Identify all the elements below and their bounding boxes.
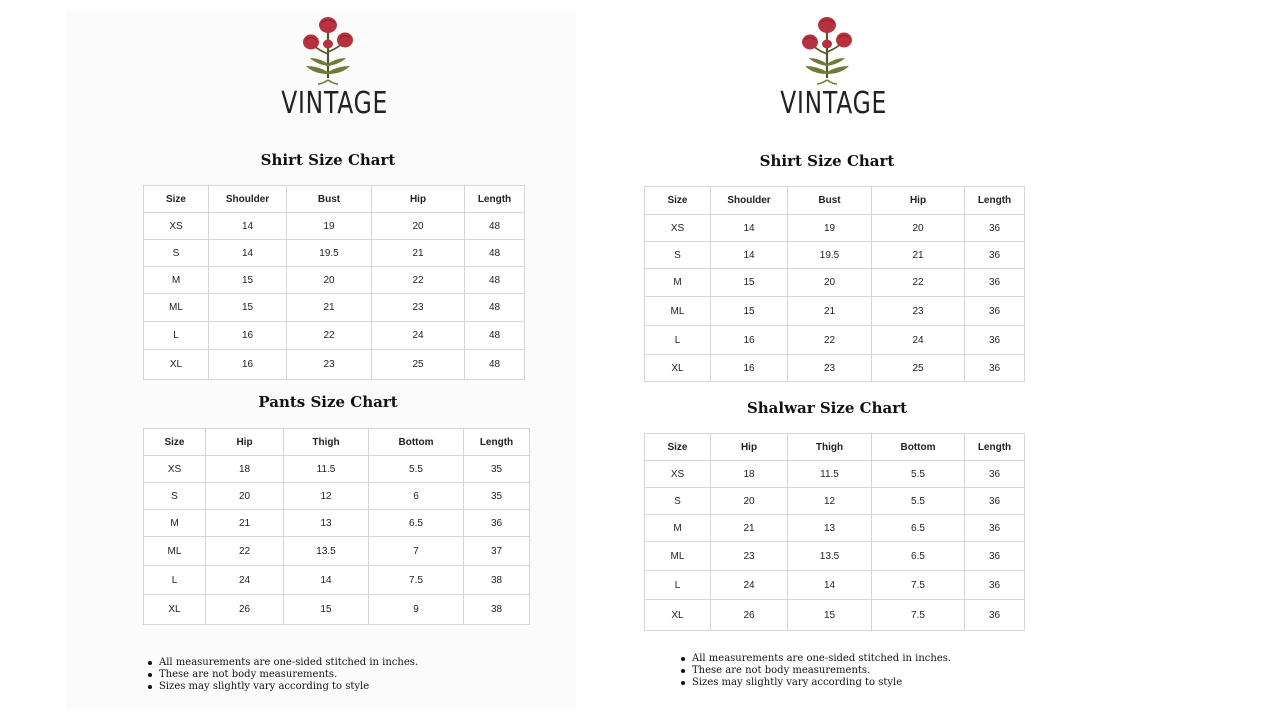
- note-item: All measurements are one-sided stitched in inches.: [146, 657, 418, 669]
- table-cell: 48: [465, 213, 525, 240]
- shalwar-chart-title: Shalwar Size Chart: [746, 399, 908, 417]
- table-row: [144, 213, 525, 240]
- table-cell: 48: [465, 350, 525, 380]
- table-cell: 36: [965, 461, 1025, 488]
- table-cell: 6: [369, 483, 464, 510]
- table-cell: 22: [372, 267, 465, 294]
- column-header: Size: [645, 434, 711, 461]
- table-cell: 19.5: [788, 242, 872, 269]
- table-row: [645, 215, 1025, 242]
- table-cell: 21: [788, 297, 872, 326]
- column-header: Length: [465, 186, 525, 213]
- table-cell: 26: [206, 595, 284, 625]
- table-row: [645, 571, 1025, 600]
- table-cell: 21: [872, 242, 965, 269]
- table-cell: XS: [144, 213, 209, 240]
- table-cell: 12: [788, 488, 872, 515]
- table-cell: M: [144, 267, 209, 294]
- table-cell: 23: [788, 355, 872, 382]
- table-cell: 16: [209, 350, 287, 380]
- table-cell: 15: [711, 297, 788, 326]
- table-cell: ML: [645, 542, 711, 571]
- table-cell: XS: [144, 456, 206, 483]
- table-cell: 15: [711, 269, 788, 297]
- table-cell: 20: [788, 269, 872, 297]
- table-cell: 12: [284, 483, 369, 510]
- column-header: Shoulder: [711, 187, 788, 215]
- table-cell: 36: [464, 510, 530, 537]
- table-cell: 22: [872, 269, 965, 297]
- table-row: [144, 595, 530, 625]
- table-cell: 38: [464, 595, 530, 625]
- table-cell: 14: [209, 240, 287, 267]
- column-header: Bottom: [369, 429, 464, 456]
- table-cell: 6.5: [872, 542, 965, 571]
- table-cell: ML: [645, 297, 711, 326]
- table-cell: 16: [209, 322, 287, 350]
- table-cell: 20: [372, 213, 465, 240]
- table-row: [645, 297, 1025, 326]
- table-cell: XS: [645, 215, 711, 242]
- shalwar-size-table: [644, 433, 1025, 631]
- column-header: Hip: [872, 187, 965, 215]
- table-cell: 7.5: [369, 566, 464, 595]
- table-cell: 13: [788, 515, 872, 542]
- table-cell: 15: [209, 294, 287, 322]
- table-row: [144, 566, 530, 595]
- table-cell: 5.5: [872, 488, 965, 515]
- table-cell: 15: [209, 267, 287, 294]
- table-cell: 24: [872, 326, 965, 355]
- flower-icon: [795, 14, 859, 86]
- table-cell: 23: [287, 350, 372, 380]
- table-row: [144, 537, 530, 566]
- table-cell: 11.5: [788, 461, 872, 488]
- pants-size-table: [143, 428, 530, 625]
- table-row: [645, 242, 1025, 269]
- measurement-notes: [146, 657, 418, 693]
- table-cell: 36: [965, 269, 1025, 297]
- table-cell: L: [144, 566, 206, 595]
- table-row: [144, 510, 530, 537]
- table-cell: 36: [965, 242, 1025, 269]
- table-row: [645, 326, 1025, 355]
- table-cell: L: [645, 571, 711, 600]
- table-cell: S: [144, 483, 206, 510]
- table-cell: 11.5: [284, 456, 369, 483]
- table-cell: XL: [645, 355, 711, 382]
- pants-chart-title: Pants Size Chart: [258, 393, 398, 411]
- table-row: [645, 542, 1025, 571]
- table-cell: 36: [965, 326, 1025, 355]
- column-header: Size: [144, 186, 209, 213]
- table-cell: 24: [711, 571, 788, 600]
- table-cell: 18: [206, 456, 284, 483]
- note-item: Sizes may slightly vary according to style: [679, 677, 951, 689]
- table-header-row: [144, 429, 530, 456]
- table-cell: S: [144, 240, 209, 267]
- note-item: These are not body measurements.: [146, 669, 418, 681]
- column-header: Size: [144, 429, 206, 456]
- column-header: Bust: [788, 187, 872, 215]
- table-cell: ML: [144, 294, 209, 322]
- table-cell: 20: [872, 215, 965, 242]
- flower-icon: [296, 14, 360, 86]
- table-row: [645, 600, 1025, 631]
- table-cell: 36: [965, 488, 1025, 515]
- column-header: Bust: [287, 186, 372, 213]
- column-header: Bottom: [872, 434, 965, 461]
- table-cell: 14: [284, 566, 369, 595]
- table-header-row: [645, 187, 1025, 215]
- table-cell: L: [144, 322, 209, 350]
- shirt-size-table: [143, 185, 525, 380]
- table-cell: 19: [788, 215, 872, 242]
- table-cell: 21: [372, 240, 465, 267]
- table-cell: 38: [464, 566, 530, 595]
- table-cell: 48: [465, 322, 525, 350]
- table-cell: 36: [965, 355, 1025, 382]
- column-header: Thigh: [284, 429, 369, 456]
- column-header: Length: [965, 434, 1025, 461]
- table-cell: XL: [645, 600, 711, 631]
- column-header: Hip: [372, 186, 465, 213]
- table-cell: 24: [206, 566, 284, 595]
- table-cell: 6.5: [369, 510, 464, 537]
- table-cell: 15: [788, 600, 872, 631]
- brand-logo-right: [767, 14, 887, 121]
- table-row: [645, 269, 1025, 297]
- table-row: [144, 294, 525, 322]
- table-cell: XL: [144, 595, 206, 625]
- table-cell: 18: [711, 461, 788, 488]
- column-header: Hip: [711, 434, 788, 461]
- table-cell: 36: [965, 215, 1025, 242]
- table-cell: 23: [872, 297, 965, 326]
- table-cell: 16: [711, 355, 788, 382]
- table-cell: 22: [206, 537, 284, 566]
- table-cell: 14: [711, 215, 788, 242]
- table-cell: 36: [965, 600, 1025, 631]
- table-cell: 5.5: [872, 461, 965, 488]
- table-cell: 20: [287, 267, 372, 294]
- note-item: These are not body measurements.: [679, 665, 951, 677]
- table-cell: 48: [465, 267, 525, 294]
- table-cell: 23: [711, 542, 788, 571]
- table-cell: 16: [711, 326, 788, 355]
- table-cell: M: [645, 515, 711, 542]
- column-header: Shoulder: [209, 186, 287, 213]
- table-row: [645, 488, 1025, 515]
- table-row: [144, 483, 530, 510]
- table-cell: 20: [711, 488, 788, 515]
- table-row: [144, 456, 530, 483]
- shirt-chart-title: Shirt Size Chart: [260, 151, 396, 169]
- table-cell: 37: [464, 537, 530, 566]
- table-row: [144, 267, 525, 294]
- table-row: [144, 350, 525, 380]
- column-header: Length: [965, 187, 1025, 215]
- table-cell: 6.5: [872, 515, 965, 542]
- note-item: All measurements are one-sided stitched in inches.: [679, 653, 951, 665]
- table-header-row: [645, 434, 1025, 461]
- table-cell: 48: [465, 240, 525, 267]
- table-cell: 13: [284, 510, 369, 537]
- brand-logo-left: [268, 14, 388, 121]
- table-cell: 21: [287, 294, 372, 322]
- table-row: [144, 322, 525, 350]
- table-cell: M: [645, 269, 711, 297]
- table-cell: 7: [369, 537, 464, 566]
- table-cell: 36: [965, 571, 1025, 600]
- table-cell: 26: [711, 600, 788, 631]
- table-cell: 25: [872, 355, 965, 382]
- table-cell: 24: [372, 322, 465, 350]
- table-cell: 35: [464, 456, 530, 483]
- table-cell: XL: [144, 350, 209, 380]
- table-cell: S: [645, 242, 711, 269]
- column-header: Size: [645, 187, 711, 215]
- table-cell: 7.5: [872, 571, 965, 600]
- column-header: Length: [464, 429, 530, 456]
- table-cell: 14: [711, 242, 788, 269]
- table-cell: 13.5: [284, 537, 369, 566]
- table-cell: 25: [372, 350, 465, 380]
- table-cell: M: [144, 510, 206, 537]
- table-cell: 5.5: [369, 456, 464, 483]
- table-cell: 21: [711, 515, 788, 542]
- table-row: [645, 515, 1025, 542]
- shirt-size-table: [644, 186, 1025, 382]
- table-cell: 48: [465, 294, 525, 322]
- table-cell: 22: [788, 326, 872, 355]
- table-cell: 13.5: [788, 542, 872, 571]
- table-header-row: [144, 186, 525, 213]
- table-cell: 35: [464, 483, 530, 510]
- table-cell: 36: [965, 297, 1025, 326]
- table-cell: XS: [645, 461, 711, 488]
- table-cell: 22: [287, 322, 372, 350]
- table-cell: 7.5: [872, 600, 965, 631]
- table-cell: ML: [144, 537, 206, 566]
- table-cell: 19.5: [287, 240, 372, 267]
- table-cell: 19: [287, 213, 372, 240]
- table-cell: 23: [372, 294, 465, 322]
- table-cell: 36: [965, 542, 1025, 571]
- column-header: Thigh: [788, 434, 872, 461]
- table-cell: 14: [788, 571, 872, 600]
- table-row: [645, 461, 1025, 488]
- column-header: Hip: [206, 429, 284, 456]
- table-cell: 20: [206, 483, 284, 510]
- table-cell: L: [645, 326, 711, 355]
- table-row: [645, 355, 1025, 382]
- table-cell: 14: [209, 213, 287, 240]
- table-cell: 36: [965, 515, 1025, 542]
- table-cell: 9: [369, 595, 464, 625]
- measurement-notes: [679, 653, 951, 689]
- table-cell: 15: [284, 595, 369, 625]
- note-item: Sizes may slightly vary according to style: [146, 681, 418, 693]
- brand-name: VINTAGE: [281, 86, 389, 121]
- brand-name: VINTAGE: [780, 86, 888, 121]
- table-cell: S: [645, 488, 711, 515]
- shirt-chart-title: Shirt Size Chart: [759, 152, 895, 170]
- table-row: [144, 240, 525, 267]
- table-cell: 21: [206, 510, 284, 537]
